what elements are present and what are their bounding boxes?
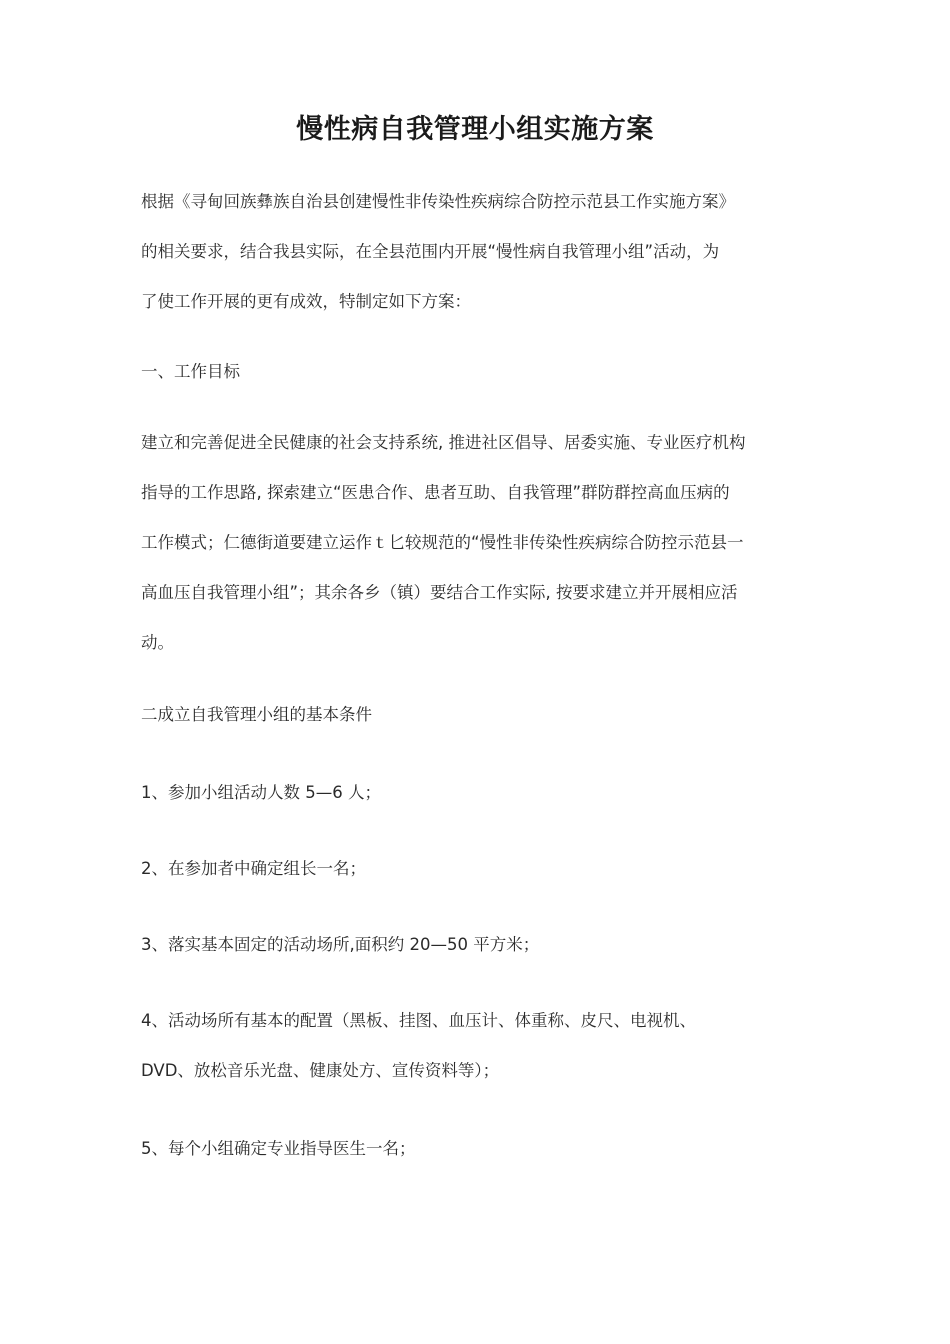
intro-line: 的相关要求，结合我县实际，在全县范围内开展“慢性病自我管理小组”活动，为: [141, 242, 720, 261]
list-item-text: 1、参加小组活动人数 5—6 人；: [141, 783, 381, 802]
section-1-body: [141, 418, 811, 668]
list-item: [141, 920, 811, 970]
body-line: 指导的工作思路, 探索建立“医患合作、患者互助、自我管理”群防群控高血压病的: [141, 483, 730, 502]
body-line: 建立和完善促进全民健康的社会支持系统, 推进社区倡导、居委实施、专业医疗机构: [141, 433, 746, 452]
body-line: 工作模式；仁德街道要建立运作ｔ匕较规范的“慢性非传染性疾病综合防控示范县一: [141, 533, 744, 552]
list-item-text: 2、在参加者中确定组长一名；: [141, 859, 366, 878]
list-item-text: 3、落实基本固定的活动场所,面积约 20—50 平方米；: [141, 935, 540, 954]
section-heading-text: 一、工作目标: [141, 362, 240, 381]
list-item: [141, 768, 811, 818]
section-1-heading: [141, 347, 811, 397]
body-line: 动。: [141, 633, 174, 652]
list-item: [141, 844, 811, 894]
list-item: [141, 996, 811, 1096]
list-item-text: DVD、放松音乐光盘、健康处方、宣传资料等）；: [141, 1061, 500, 1080]
intro-line: 根据《寻甸回族彝族自治县创建慢性非传染性疾病综合防控示范县工作实施方案》: [141, 192, 735, 211]
list-item-text: 5、每个小组确定专业指导医生一名；: [141, 1139, 416, 1158]
intro-line: 了使工作开展的更有成效，特制定如下方案：: [141, 292, 471, 311]
intro-paragraph: [141, 177, 811, 327]
list-item-text: 4、活动场所有基本的配置（黑板、挂图、血压计、体重称、皮尺、电视机、: [141, 1011, 696, 1030]
section-heading-text: 二成立自我管理小组的基本条件: [141, 705, 372, 724]
document-title: 慢性病自我管理小组实施方案: [296, 114, 654, 145]
body-line: 高血压自我管理小组”；其余各乡（镇）要结合工作实际, 按要求建立并开展相应活: [141, 583, 738, 602]
section-2-heading: [141, 690, 811, 740]
list-item: [141, 1124, 811, 1174]
